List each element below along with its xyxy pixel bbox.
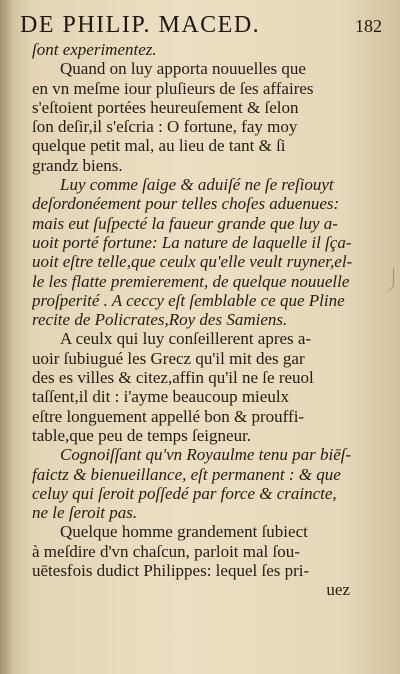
text-line: celuy qui ſeroit poſſedé par force & craincte, [32, 483, 337, 503]
text-line: deſordonéement pour telles choſes aduenues: [32, 194, 340, 214]
text-line: A ceulx qui luy conſeillerent apres a- [60, 329, 312, 349]
body-text [32, 40, 362, 600]
gutter-shadow [0, 0, 14, 674]
text-line: recite de Policrates,Roy des Samiens. [32, 310, 288, 330]
text-line: ſon deſir,il s'eſcria : O fortune, fay moy [32, 117, 298, 137]
text-line: Quand on luy apporta nouuelles que [60, 59, 306, 79]
text-line: table,que peu de temps ſeigneur. [32, 425, 252, 445]
text-line: faictz & bienueillance, eſt permanent : & que [32, 464, 341, 484]
text-line: le les flatte premierement, de quelque nouuelle [32, 271, 350, 291]
text-line: uoit porté fortune: La nature de laquelle il ſça- [32, 232, 352, 252]
page-number: 182 [355, 16, 382, 36]
text-line: mais eut ſuſpecté la faueur grande que luy a- [32, 213, 338, 233]
text-line: s'eſtoient portées heureuſement & ſelon [32, 97, 299, 117]
text-line: uoit eſtre telle,que ceulx qu'elle veult ruyner,el- [32, 252, 353, 272]
text-line: ſont experimentez. [32, 40, 157, 59]
catchword: uez [326, 580, 350, 600]
running-head [20, 8, 382, 40]
text-line: uoir ſubiugué les Grecz qu'il mit des gar [32, 348, 305, 368]
text-line: quelque petit mal, au lieu de tant & ſi [32, 136, 286, 156]
text-line: eſtre longuement appellé bon & prouffi- [32, 406, 305, 426]
text-line: en vn meſme iour pluſieurs de ſes affaires [32, 78, 314, 98]
text-line: ne le ſeroit pas. [32, 503, 138, 523]
text-line: proſperité . A ceccy eſt ſemblable ce que Pline [32, 290, 345, 310]
text-line: Cognoiſſant qu'vn Royaulme tenu par biēſ- [60, 445, 352, 465]
running-title: DE PHILIP. MACED. [20, 12, 261, 38]
text-line: à meſdire d'vn chaſcun, parloit mal ſou- [32, 541, 300, 561]
text-line: Quelque homme grandement ſubiect [60, 522, 308, 542]
text-line: Luy comme ſaige & aduiſé ne ſe reſiouyt [60, 175, 334, 195]
text-line: uētesfois dudict Philippes: lequel ſes pri- [32, 561, 310, 581]
text-line: grandz biens. [32, 155, 123, 175]
text-line: des es villes & citez,affin qu'il ne ſe reuol [32, 368, 314, 388]
text-line: taſſent,il dit : i'ayme beaucoup mieulx [32, 387, 290, 407]
margin-mark [383, 268, 394, 292]
